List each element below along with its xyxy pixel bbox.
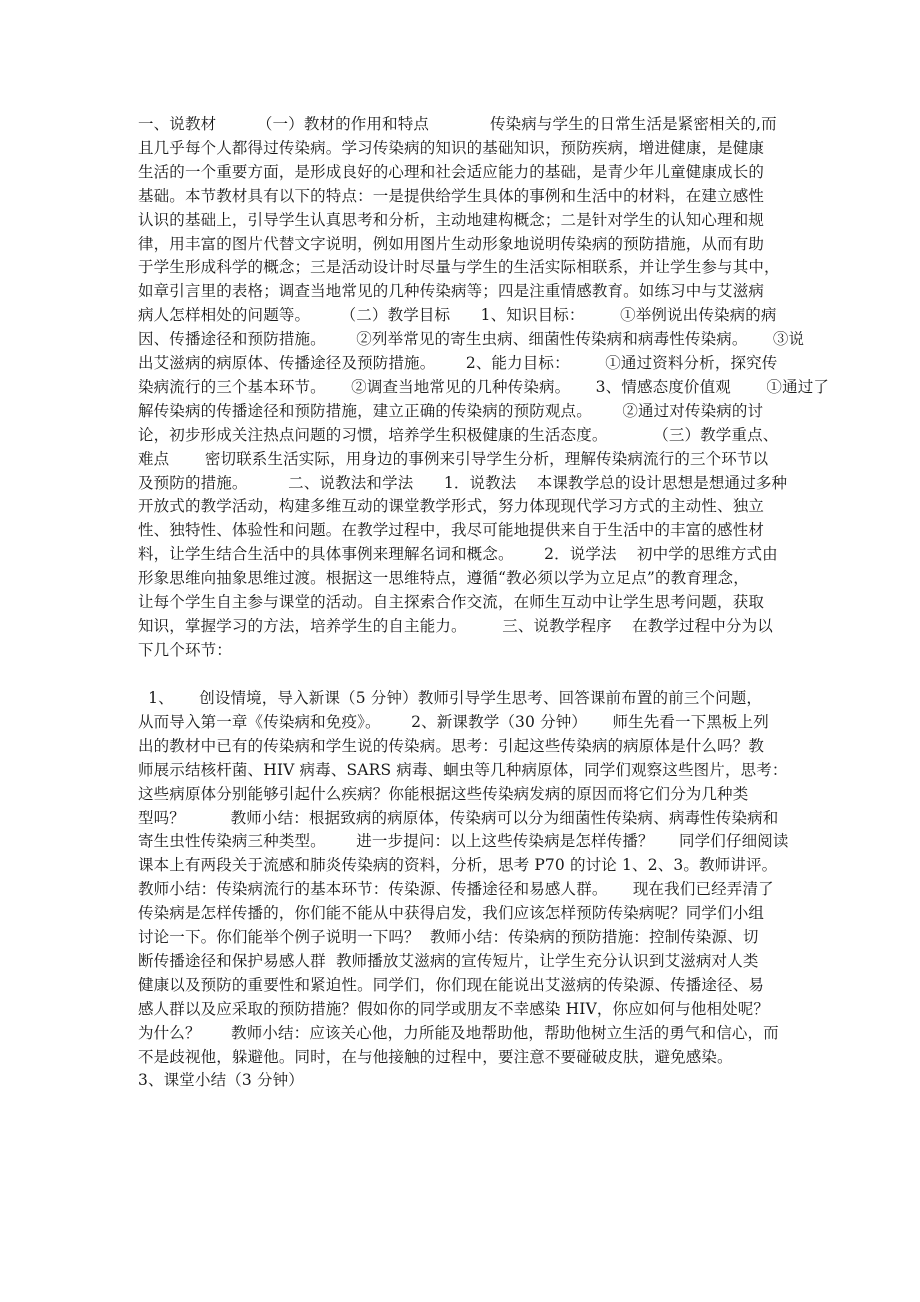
- text-line: 基础。本节教材具有以下的特点：一是提供给学生具体的事例和生活中的材料，在建立感性: [138, 186, 765, 205]
- text-line: 出艾滋病的病原体、传播途径及预防措施。 2、能力目标： ①通过资料分析，探究传: [138, 354, 778, 372]
- text-line: 出的教材中已有的传染病和学生说的传染病。思考：引起这些传染病的病原体是什么吗？教: [138, 736, 765, 755]
- text-line: 型吗？ 教师小结：根据致病的病原体，传染病可以分为细菌性传染病、病毒性传染病和: [138, 808, 779, 827]
- text-line: 认识的基础上，引导学生认真思考和分析，主动地建构概念；二是针对学生的认知心理和规: [138, 210, 765, 229]
- text-line: 这些病原体分别能够引起什么疾病？你能根据这些传染病发病的原因而将它们分为几种类: [138, 784, 749, 803]
- text-line: 染病流行的三个基本环节。 ②调查当地常见的几种传染病。 3、情感态度价值观 ①通过了: [138, 377, 830, 396]
- text-line: 寄生虫性传染病三种类型。 进一步提问：以上这些传染病是怎样传播？ 同学们仔细阅读: [138, 832, 789, 851]
- text-line: 生活的一个重要方面，是形成良好的心理和社会适应能力的基础，是青少年儿童健康成长的: [138, 162, 765, 181]
- text-line: 传染病是怎样传播的，你们能不能从中获得启发，我们应该怎样预防传染病呢？同学们小组: [138, 904, 765, 923]
- text-line: 师展示结核杆菌、HIV 病毒、SARS 病毒、蛔虫等几种病原体，同学们观察这些图片，思考：: [138, 760, 788, 779]
- text-line: 因、传播途径和预防措施。 ②列举常见的寄生虫病、细菌性传染病和病毒性传染病。 ③说: [138, 330, 805, 349]
- text-line: 一、说教材 （一）教材的作用和特点 传染病与学生的日常生活是紧密相关的,而: [138, 115, 777, 133]
- text-line: 3、课堂小结（3 分钟）: [138, 1071, 304, 1090]
- text-line: 不是歧视他，躲避他。同时，在与他接触的过程中，要注意不要碰破皮肤，避免感染。: [138, 1047, 733, 1066]
- text-line: 如章引言里的表格；调查当地常见的几种传染病等；四是注重情感教育。如练习中与艾滋病: [138, 282, 765, 301]
- text-line: 论，初步形成关注热点问题的习惯，培养学生积极健康的生活态度。 （三）教学重点、: [138, 425, 779, 444]
- text-line: 1、 创设情境，导入新课（5 分钟）教师引导学生思考、回答课前布置的前三个问题，: [138, 689, 763, 707]
- text-line: 解传染病的传播途径和预防措施，建立正确的传染病的预防观点。 ②通过对传染病的讨: [138, 401, 764, 420]
- text-line: 病人怎样相处的问题等。 （二）教学目标 1、知识目标： ①举例说出传染病的病: [138, 306, 777, 325]
- text-line: 于学生形成科学的概念；三是活动设计时尽量与学生的生活实际相联系，并让学生参与其中，: [138, 258, 780, 277]
- text-line: 下几个环节：: [138, 640, 232, 659]
- text-line: 及预防的措施。 二、说教法和学法 1．说教法 本课教学总的设计思想是想通过多种: [138, 473, 788, 492]
- text-line: 难点 密切联系生活实际，用身边的事例来引导学生分析，理解传染病流行的三个环节以: [138, 449, 769, 468]
- text-line: 性、独特性、体验性和问题。在教学过程中，我尽可能地提供来自于生活中的丰富的感性材: [138, 521, 765, 540]
- text-line: 且几乎每个人都得过传染病。学习传染病的知识的基础知识，预防疾病，增进健康，是健康: [138, 138, 765, 157]
- text-line: 律，用丰富的图片代替文字说明，例如用图片生动形象地说明传染病的预防措施，从而有助: [138, 234, 765, 253]
- text-line: 料，让学生结合生活中的具体事例来理解名词和概念。 2．说学法 初中学的思维方式由: [138, 545, 778, 564]
- text-line: 教师小结：传染病流行的基本环节：传染源、传播途径和易感人群。 现在我们已经弄清了: [138, 880, 774, 899]
- text-line: 讨论一下。你们能举个例子说明一下吗？ 教师小结：传染病的预防措施：控制传染源、切: [138, 928, 759, 946]
- text-line: 断传播途径和保护易感人群 教师播放艾滋病的宣传短片，让学生充分认识到艾滋病对人类: [138, 951, 759, 970]
- text-line: 健康以及预防的重要性和紧迫性。同学们，你们现在能说出艾滋病的传染源、传播途径、易: [138, 975, 765, 994]
- text-line: 从而导入第一章《传染病和免疫》。 2、新课教学（30 分钟） 师生先看一下黑板上列: [138, 712, 769, 731]
- text-line: 开放式的教学活动，构建多维互动的课堂教学形式，努力体现现代学习方式的主动性、独立: [138, 497, 765, 516]
- text-line: 感人群以及应采取的预防措施？假如你的同学或朋友不幸感染 HIV，你应如何与他相处呢？: [138, 999, 770, 1018]
- text-line: 让每个学生自主参与课堂的活动。自主探索合作交流，在师生互动中让学生思考问题，获取: [138, 593, 765, 611]
- text-line: 课本上有两段关于流感和肺炎传染病的资料，分析，思考 P70 的讨论 1、2、3。教师讲评。: [138, 856, 778, 875]
- text-line: 为什么？ 教师小结：应该关心他，力所能及地帮助他，帮助他树立生活的勇气和信心，而: [138, 1023, 779, 1042]
- text-line: 知识，掌握学习的方法，培养学生的自主能力。 三、说教学程序 在教学过程中分为以: [138, 616, 773, 635]
- text-line: 形象思维向抽象思维过渡。根据这一思维特点，遵循“教必须以学为立足点”的教育理念，: [138, 569, 749, 588]
